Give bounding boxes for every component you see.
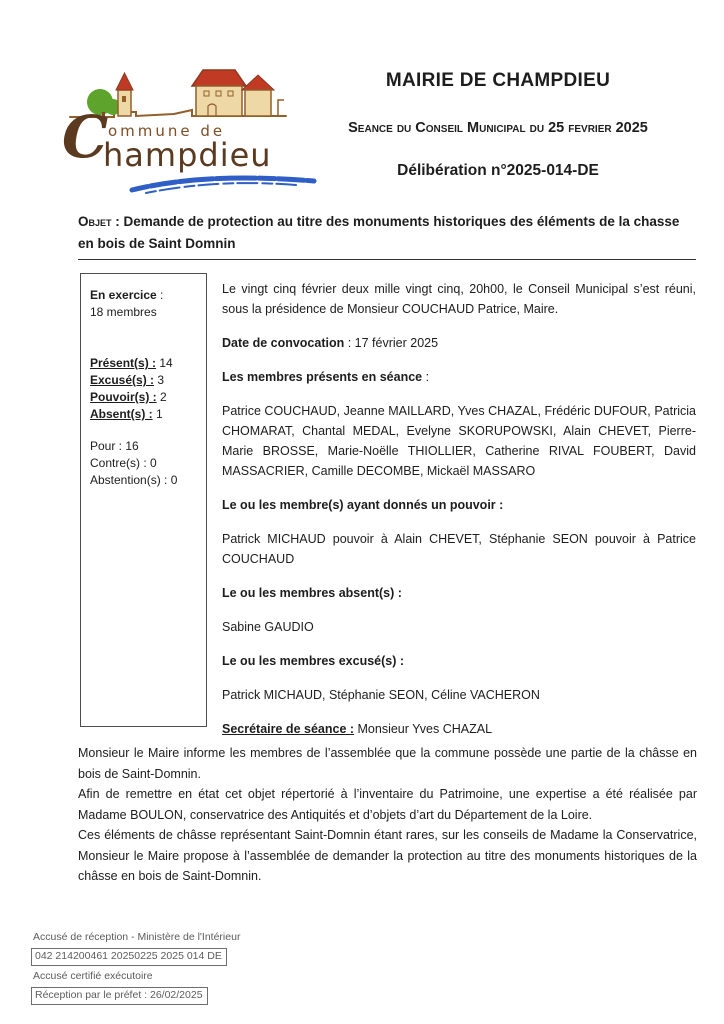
absent-line: Absent(s) : 1 xyxy=(90,407,163,421)
convocation-line: Date de convocation : 17 février 2025 xyxy=(222,336,439,350)
commune-logo xyxy=(56,60,324,200)
absent-heading: Le ou les membres absent(s) : xyxy=(222,586,402,600)
stamp-certifie-title: Accusé certifié exécutoire xyxy=(33,970,153,982)
secretaire-label: Secrétaire de séance : xyxy=(222,722,355,736)
mairie-title: MAIRIE DE CHAMPDIEU xyxy=(385,70,611,91)
session-intro: Le vingt cinq février deux mille vingt cinq, 20h00, le Conseil Municipal s’est réuni, sous la présidence de Monsieur COUCHAUD Patrice, Maire. xyxy=(222,282,696,316)
objet-label: Objet xyxy=(78,214,112,229)
convocation-label: Date de convocation xyxy=(222,336,345,350)
logo-letter-c: C xyxy=(62,103,109,171)
deliberation-number: Délibération n°2025-014-DE xyxy=(397,162,599,179)
seance-subtitle: Seance du Conseil Municipal du 25 fevrier 2025 xyxy=(348,120,648,136)
excuse-line: Excusé(s) : 3 xyxy=(90,373,165,387)
excuse-list: Patrick MICHAUD, Stéphanie SEON, Céline VACHERON xyxy=(222,688,540,702)
absent-list: Sabine GAUDIO xyxy=(222,620,314,634)
logo-commune-de: ommune de xyxy=(108,122,226,140)
stamp-reference-number: 042 214200461 20250225 2025 014 DE xyxy=(31,948,227,966)
objet-line xyxy=(78,211,696,260)
en-exercice-line: En exercice : xyxy=(90,288,164,302)
logo-wave-icon xyxy=(126,172,321,196)
body-paragraph-3: Ces éléments de châsse représentant Saint-Domnin étant rares, sur les conseils de Madame la Conservatrice, Monsieur le Maire propose à l’assemblée de demander la protection au titre des monuments historiques de la châsse en bois de Saint-Domnin. xyxy=(78,828,697,883)
stamp-reception-title: Accusé de réception - Ministère de l'Intérieur xyxy=(33,931,241,943)
secretaire-line: Secrétaire de séance : Monsieur Yves CHAZAL xyxy=(222,722,493,736)
body-paragraphs xyxy=(78,743,697,887)
presents-list: Patrice COUCHAUD, Jeanne MAILLARD, Yves CHAZAL, Frédéric DUFOUR, Patricia CHOMARAT, Chantal MEDAL, Evelyne SKORUPOWSKI, Alain CHEVET, Pierre-Marie BROSSE, Marie-Noëlle THIOLLIER, Catherine RIVAL FOUBERT, David MASSACRIER, Camille DECOMBE, Mickaël MASSARO xyxy=(222,404,696,478)
logo-champdieu: hampdieu xyxy=(103,136,272,174)
stamp-prefet-date: Réception par le préfet : 26/02/2025 xyxy=(31,987,208,1005)
pouvoir-list: Patrick MICHAUD pouvoir à Alain CHEVET, Stéphanie SEON pouvoir à Patrice COUCHAUD xyxy=(222,532,696,566)
members-count-box xyxy=(80,273,207,727)
excuse-label: Excusé(s) : xyxy=(90,373,155,387)
abstention-line: Abstention(s) : 0 xyxy=(90,473,178,487)
en-exercice-value: 18 membres xyxy=(90,305,157,319)
excuse-heading: Le ou les membres excusé(s) : xyxy=(222,654,405,668)
contre-line: Contre(s) : 0 xyxy=(90,456,157,470)
prefecture-stamps xyxy=(31,928,240,1006)
present-label: Présent(s) : xyxy=(90,356,157,370)
pouvoir-label: Pouvoir(s) : xyxy=(90,390,157,404)
body-paragraph-2: Afin de remettre en état cet objet répertorié à l’inventaire du Patrimoine, une expertise a été réalisée par Madame BOULON, conservatrice des Antiquités et d’objets d’art du Département de la Loire. xyxy=(78,787,697,822)
document-header xyxy=(300,70,696,180)
pour-line: Pour : 16 xyxy=(90,439,139,453)
spacer xyxy=(90,423,200,438)
objet-text: : Demande de protection au titre des monuments historiques des éléments de la chasse en bois de Saint Domnin xyxy=(78,214,680,251)
spacer xyxy=(90,321,200,355)
en-exercice-label: En exercice xyxy=(90,288,157,302)
body-paragraph-1: Monsieur le Maire informe les membres de l’assemblée que la commune possède une partie de la châsse en bois de Saint-Domnin. xyxy=(78,746,697,781)
absent-label: Absent(s) : xyxy=(90,407,153,421)
present-line: Présent(s) : 14 xyxy=(90,356,173,370)
presents-heading: Les membres présents en séance : xyxy=(222,370,430,384)
session-column xyxy=(222,279,696,753)
pouvoir-line: Pouvoir(s) : 2 xyxy=(90,390,167,404)
pouvoir-heading: Le ou les membre(s) ayant donnés un pouvoir : xyxy=(222,498,504,512)
